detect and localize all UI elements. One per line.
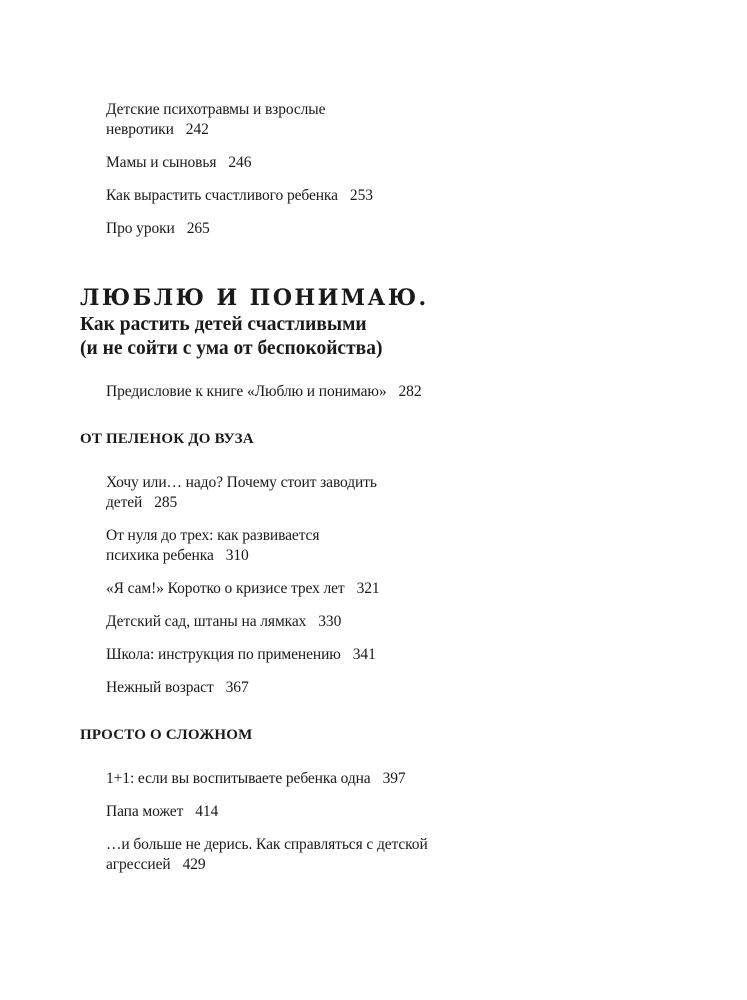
part-subtitle-line: (и не сойти с ума от беспокойства)	[80, 338, 383, 359]
toc-entry-title-line: Детские психотравмы и взрослые	[106, 101, 326, 118]
toc-entry-title-line: агрессией 429	[106, 856, 206, 873]
toc-entry	[106, 219, 666, 239]
page-number: 414	[195, 803, 219, 820]
part-subtitle-line: Как растить детей счастливыми	[80, 314, 367, 335]
page-number: 341	[352, 646, 376, 663]
toc-entry-title: «Я сам!» Коротко о кризисе трех лет	[106, 580, 345, 597]
toc-entry-title: Нежный возраст	[106, 679, 214, 696]
toc-entry	[106, 678, 666, 698]
toc-entry-title: Предисловие к книге «Люблю и понимаю»	[106, 383, 387, 400]
toc-entry	[106, 382, 666, 402]
toc-entry-title: Детский сад, штаны на лямках	[106, 613, 307, 630]
page-number: 330	[318, 613, 342, 630]
part-subtitle	[80, 313, 680, 361]
toc-entry-title: Про уроки	[106, 220, 175, 237]
toc-entry	[106, 526, 666, 566]
toc-entry-title: 1+1: если вы воспитываете ребенка одна	[106, 770, 371, 787]
toc-entry-title: Школа: инструкция по применению	[106, 646, 341, 663]
page-number: 285	[154, 494, 178, 511]
toc-entry	[106, 802, 666, 822]
page-number: 282	[398, 383, 422, 400]
toc-entry-title-line: детей 285	[106, 494, 178, 511]
page-number: 246	[228, 154, 252, 171]
page-number: 321	[356, 580, 380, 597]
page-number: 242	[185, 121, 209, 138]
toc-entry	[106, 835, 666, 875]
toc-entry-title: Мамы и сыновья	[106, 154, 217, 171]
toc-entry	[106, 100, 666, 140]
toc-entry-title-line: …и больше не дерись. Как справляться с детской	[106, 836, 428, 853]
page-number: 253	[349, 187, 373, 204]
toc-entry	[106, 579, 666, 599]
toc-entry-title: Как вырастить счастливого ребенка	[106, 187, 338, 204]
toc-entry	[106, 645, 666, 665]
toc-entry-title-line: психика ребенка 310	[106, 547, 249, 564]
toc-entry	[106, 612, 666, 632]
toc-entry	[106, 153, 666, 173]
page-number: 397	[382, 770, 406, 787]
toc-entry	[106, 186, 666, 206]
page-number: 265	[186, 220, 210, 237]
section-title: ПРОСТО О СЛОЖНОМ	[80, 727, 253, 743]
toc-entry	[106, 769, 666, 789]
toc-entry-title-line: От нуля до трех: как развивается	[106, 527, 320, 544]
page-number: 429	[182, 856, 206, 873]
section-title: ОТ ПЕЛЕНОК ДО ВУЗА	[80, 431, 254, 447]
page-number: 367	[225, 679, 249, 696]
part-title: ЛЮБЛЮ И ПОНИМАЮ.	[80, 285, 429, 311]
toc-entry	[106, 473, 666, 513]
toc-entry-title-line: Хочу или… надо? Почему стоит заводить	[106, 474, 377, 491]
toc-entry-title-line: невротики 242	[106, 121, 209, 138]
page-number: 310	[225, 547, 249, 564]
toc-entry-title: Папа может	[106, 803, 184, 820]
